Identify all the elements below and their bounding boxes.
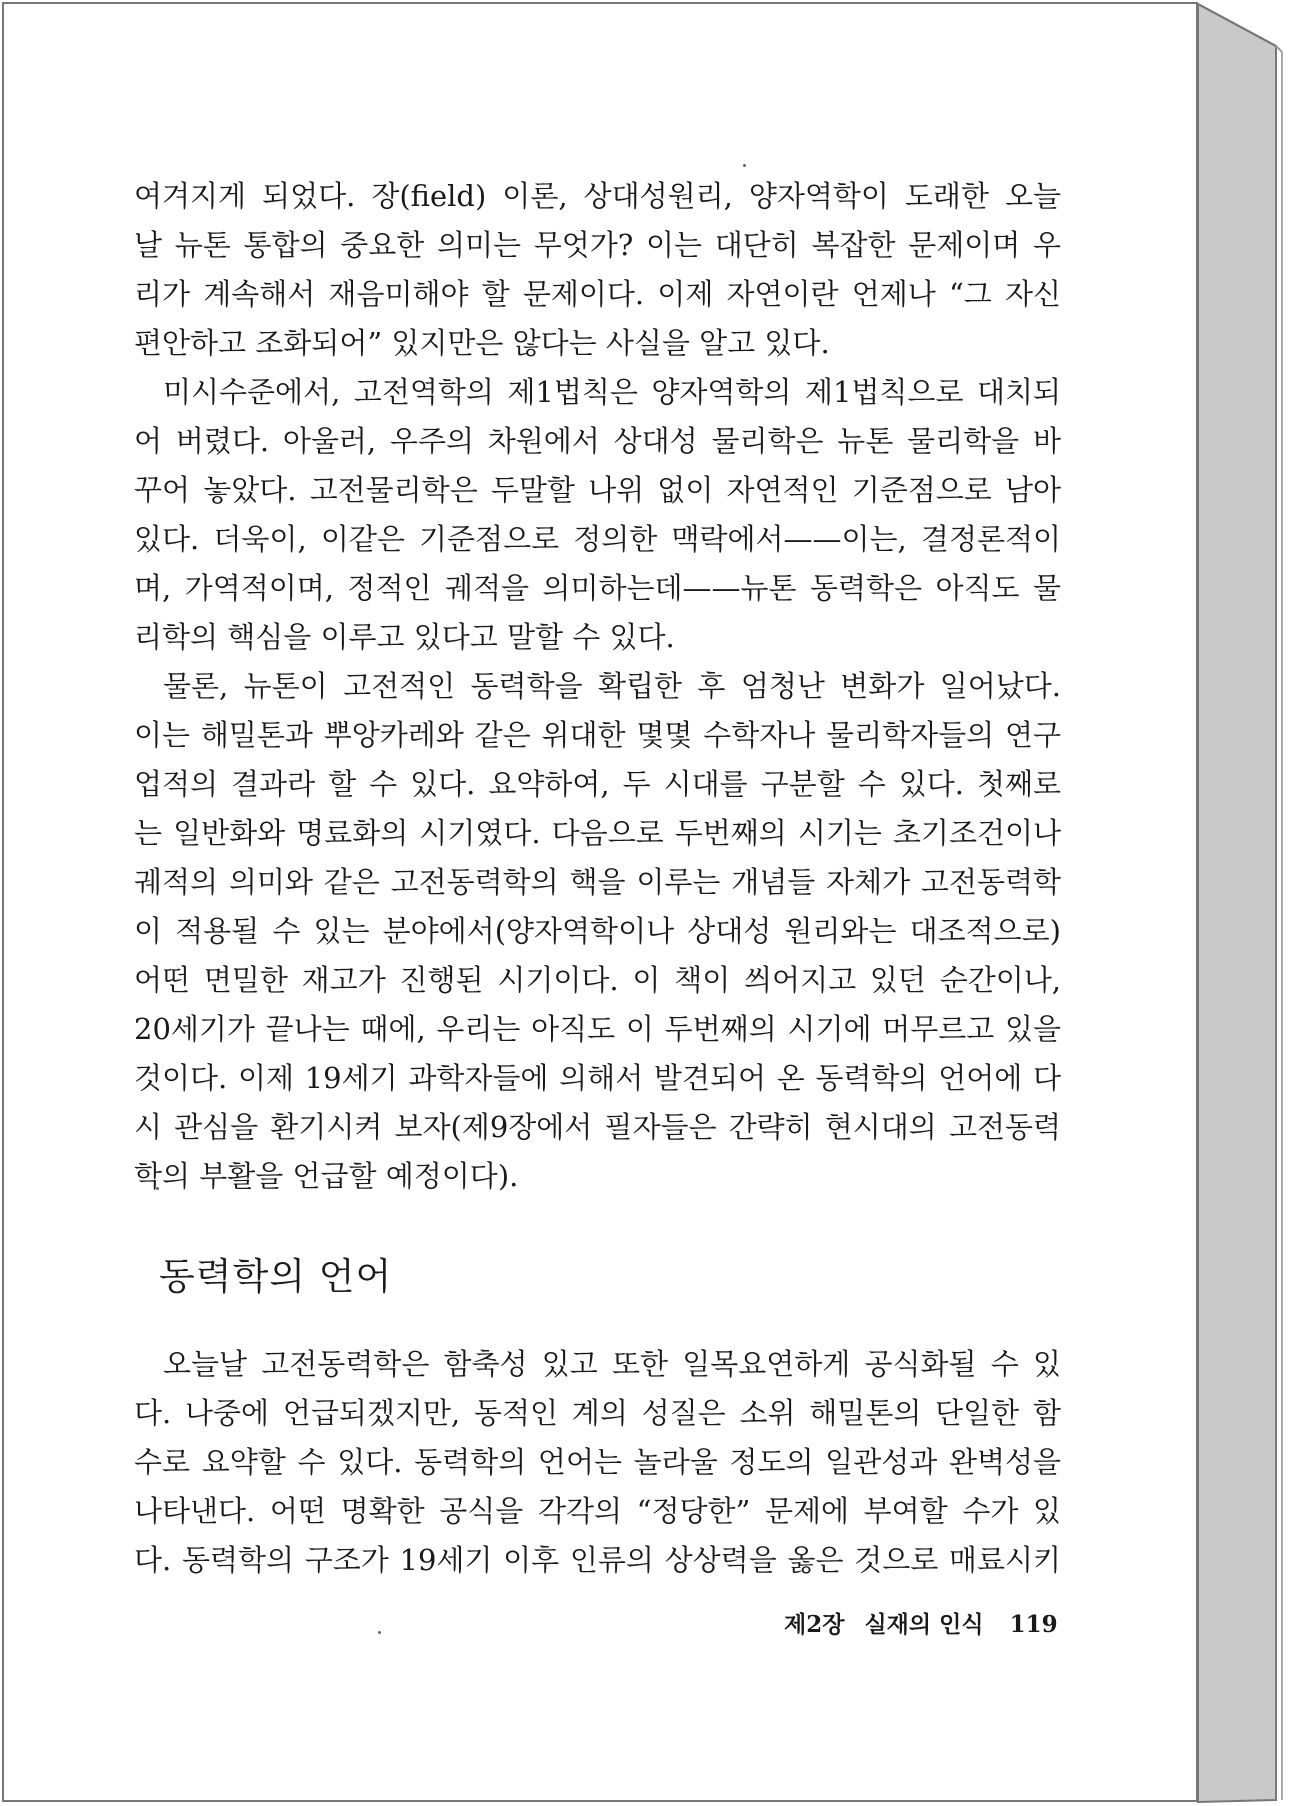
text-line: 있다. 더욱이, 이같은 기준점으로 정의한 맥락에서——이는, 결정론적이 bbox=[134, 522, 1061, 556]
text-line: 리학의 핵심을 이루고 있다고 말할 수 있다. bbox=[134, 620, 675, 654]
text-line: 학의 부활을 언급할 예정이다). bbox=[134, 1159, 519, 1193]
text-line: 궤적의 의미와 같은 고전동력학의 핵을 이루는 개념들 자체가 고전동력학 bbox=[134, 865, 1061, 899]
speck bbox=[378, 1631, 381, 1634]
page-number: 119 bbox=[1009, 1611, 1058, 1638]
paragraph bbox=[134, 662, 1061, 1201]
text-line: 시 관심을 환기시켜 보자(제9장에서 필자들은 간략히 현시대의 고전동력 bbox=[134, 1110, 1061, 1144]
text-line: 것이다. 이제 19세기 과학자들에 의해서 발견되어 온 동력학의 언어에 다 bbox=[134, 1061, 1061, 1095]
paragraph bbox=[134, 172, 1061, 368]
body-text-bottom bbox=[134, 1340, 1061, 1585]
text-line: 리가 계속해서 재음미해야 할 문제이다. 이제 자연이란 언제나 “그 자신 bbox=[134, 277, 1061, 311]
paragraph bbox=[134, 1340, 1061, 1585]
text-line: 20세기가 끝나는 때에, 우리는 아직도 이 두번째의 시기에 머무르고 있을 bbox=[134, 1012, 1061, 1046]
section-heading: 동력학의 언어 bbox=[159, 1255, 393, 1298]
chapter-title: 실재의 인식 bbox=[864, 1611, 984, 1638]
text-line: 꾸어 놓았다. 고전물리학은 두말할 나위 없이 자연적인 기준점으로 남아 bbox=[134, 473, 1061, 507]
text-line: 오늘날 고전동력학은 함축성 있고 또한 일목요연하게 공식화될 수 있 bbox=[163, 1347, 1061, 1381]
book-page bbox=[2, 2, 1198, 1802]
page-footer bbox=[784, 1606, 1058, 1639]
text-line: 날 뉴톤 통합의 중요한 의미는 무엇가? 이는 대단히 복잡한 문제이며 우 bbox=[134, 228, 1061, 262]
text-line: 업적의 결과라 할 수 있다. 요약하여, 두 시대를 구분할 수 있다. 첫째로 bbox=[134, 767, 1061, 801]
text-line: 편안하고 조화되어” 있지만은 않다는 사실을 알고 있다. bbox=[134, 326, 830, 360]
text-line: 여겨지게 되었다. 장(field) 이론, 상대성원리, 양자역학이 도래한 오늘 bbox=[134, 179, 1061, 213]
text-line: 어떤 면밀한 재고가 진행된 시기이다. 이 책이 씌어지고 있던 순간이나, bbox=[134, 963, 1061, 997]
chapter-label: 제2장 bbox=[784, 1611, 845, 1638]
text-line: 며, 가역적이며, 정적인 궤적을 의미하는데——뉴톤 동력학은 아직도 물 bbox=[134, 571, 1061, 605]
text-line: 나타낸다. 어떤 명확한 공식을 각각의 “정당한” 문제에 부여할 수가 있 bbox=[134, 1494, 1061, 1528]
text-line: 다. 동력학의 구조가 19세기 이후 인류의 상상력을 옳은 것으로 매료시키 bbox=[134, 1543, 1061, 1577]
text-line: 다. 나중에 언급되겠지만, 동적인 계의 성질은 소위 해밀톤의 단일한 함 bbox=[134, 1396, 1061, 1430]
body-text-top bbox=[134, 172, 1061, 1201]
text-line: 어 버렸다. 아울러, 우주의 차원에서 상대성 물리학은 뉴톤 물리학을 바 bbox=[134, 424, 1061, 458]
text-line: 이 적용될 수 있는 분야에서(양자역학이나 상대성 원리와는 대조적으로) bbox=[134, 914, 1061, 948]
text-line: 수로 요약할 수 있다. 동력학의 언어는 놀라울 정도의 일관성과 완벽성을 bbox=[134, 1445, 1061, 1479]
speck bbox=[743, 164, 746, 167]
paragraph bbox=[134, 368, 1061, 662]
text-line: 는 일반화와 명료화의 시기였다. 다음으로 두번째의 시기는 초기조건이나 bbox=[134, 816, 1061, 850]
text-line: 이는 해밀톤과 뿌앙카레와 같은 위대한 몇몇 수학자나 물리학자들의 연구 bbox=[134, 718, 1061, 752]
text-line: 물론, 뉴톤이 고전적인 동력학을 확립한 후 엄청난 변화가 일어났다. bbox=[163, 669, 1061, 703]
text-line: 미시수준에서, 고전역학의 제1법칙은 양자역학의 제1법칙으로 대치되 bbox=[163, 375, 1061, 409]
